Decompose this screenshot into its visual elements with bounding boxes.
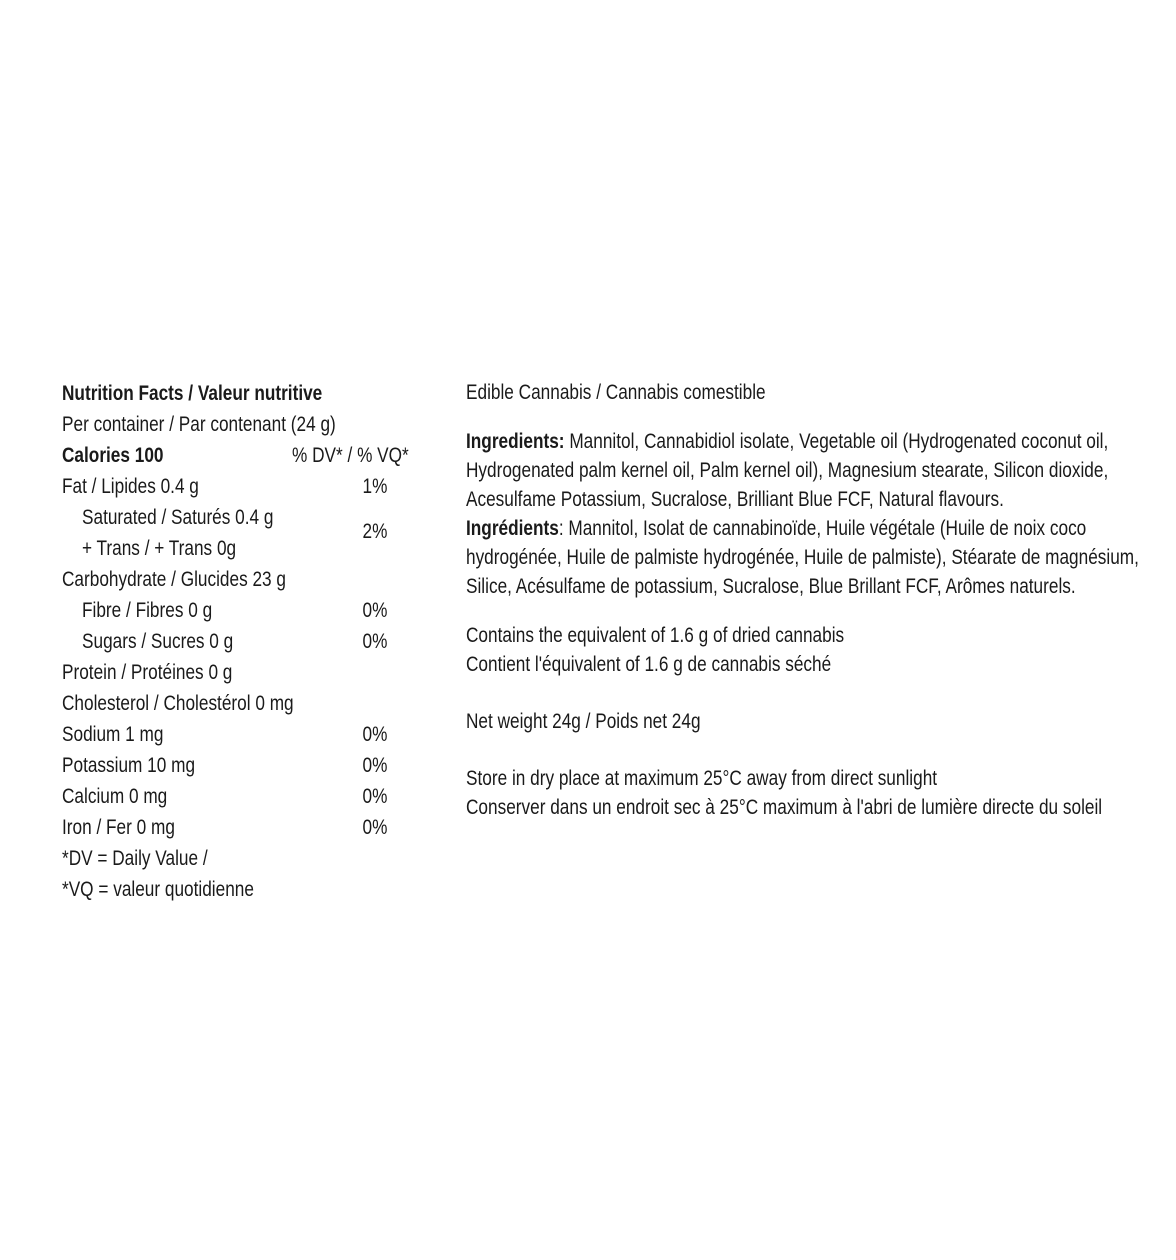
calories: Calories 100	[62, 444, 164, 467]
footnote-dv: *DV = Daily Value /	[62, 847, 208, 870]
nutrient-label: Protein / Protéines 0 g	[62, 661, 233, 684]
nutrient-row-carbohydrate	[62, 564, 422, 595]
nutrient-dv: 0%	[362, 754, 388, 777]
ingredients-fr-text: hydrogénée, Huile de palmiste hydrogénée, Huile de palmiste), Stéarate de magnésium,	[466, 546, 1139, 569]
storage-fr: Conserver dans un endroit sec à 25°C maximum à l'abri de lumière directe du soleil	[466, 796, 1103, 819]
nutrient-row-potassium	[62, 750, 422, 781]
ingredients-fr-text: : Mannitol, Isolat de cannabinoïde, Huile végétale (Huile de noix coco	[558, 517, 1087, 540]
dv-header: % DV* / % VQ*	[292, 444, 409, 467]
nutrient-dv: 0%	[362, 599, 388, 622]
nutrient-label: Sodium 1 mg	[62, 723, 164, 746]
nutrient-label: Potassium 10 mg	[62, 754, 196, 777]
nutrient-label: Fibre / Fibres 0 g	[82, 599, 213, 622]
equivalent-en: Contains the equivalent of 1.6 g of dried cannabis	[466, 624, 845, 647]
ingredients-fr-text: Silice, Acésulfame de potassium, Sucralose, Blue Brillant FCF, Arômes naturels.	[466, 575, 1076, 598]
footnote-row-2	[62, 874, 422, 905]
nutrient-label: Fat / Lipides 0.4 g	[62, 475, 199, 498]
nutrient-row-protein	[62, 657, 422, 688]
ingredients-en-text: Hydrogenated palm kernel oil, Palm kernel oil), Magnesium stearate, Silicon dioxide,	[466, 459, 1109, 482]
product-info-panel	[466, 378, 1156, 822]
nutrient-label: Calcium 0 mg	[62, 785, 168, 808]
ingredients-en-text: Acesulfame Potassium, Sucralose, Brilliant Blue FCF, Natural flavours.	[466, 488, 1004, 511]
saturated-trans-dv: 2%	[362, 520, 388, 543]
nutrient-row-sodium	[62, 719, 422, 750]
footnote-row-1	[62, 843, 422, 874]
ingredients-fr-label: Ingrédients	[466, 517, 559, 540]
calories-row	[62, 440, 422, 471]
nutrient-label: + Trans / + Trans 0g	[82, 537, 237, 560]
storage-en: Store in dry place at maximum 25°C away from direct sunlight	[466, 767, 938, 790]
nutrient-dv: 1%	[362, 475, 388, 498]
ingredients-en-label: Ingredients:	[466, 430, 565, 453]
ingredients-fr	[466, 514, 1156, 601]
nutrition-title-row	[62, 378, 422, 409]
nutrient-row-calcium	[62, 781, 422, 812]
nutrient-label: Sugars / Sucres 0 g	[82, 630, 234, 653]
nutrient-dv: 0%	[362, 630, 388, 653]
nutrient-label: Carbohydrate / Glucides 23 g	[62, 568, 286, 591]
nutrition-title: Nutrition Facts / Valeur nutritive	[62, 382, 323, 405]
per-container: Per container / Par contenant (24 g)	[62, 413, 336, 436]
equivalent-fr: Contient l'équivalent of 1.6 g de cannabis séché	[466, 653, 832, 676]
nutrient-row-fat	[62, 471, 422, 502]
footnote-vq: *VQ = valeur quotidienne	[62, 878, 254, 901]
nutrient-label: Iron / Fer 0 mg	[62, 816, 175, 839]
nutrient-row-fibre	[62, 595, 422, 626]
per-container-row	[62, 409, 422, 440]
nutrient-label: Cholesterol / Cholestérol 0 mg	[62, 692, 294, 715]
product-type-line	[466, 378, 1156, 407]
nutrient-row-sugars	[62, 626, 422, 657]
product-type: Edible Cannabis / Cannabis comestible	[466, 381, 766, 404]
nutrient-dv: 0%	[362, 785, 388, 808]
nutrition-facts-panel	[62, 378, 422, 905]
ingredients-en	[466, 427, 1156, 514]
nutrient-row-cholesterol	[62, 688, 422, 719]
nutrient-dv: 0%	[362, 816, 388, 839]
nutrient-dv: 0%	[362, 723, 388, 746]
nutrient-row-iron	[62, 812, 422, 843]
nutrient-label: Saturated / Saturés 0.4 g	[82, 506, 274, 529]
net-weight: Net weight 24g / Poids net 24g	[466, 710, 701, 733]
ingredients-en-text: Mannitol, Cannabidiol isolate, Vegetable oil (Hydrogenated coconut oil,	[564, 430, 1109, 453]
